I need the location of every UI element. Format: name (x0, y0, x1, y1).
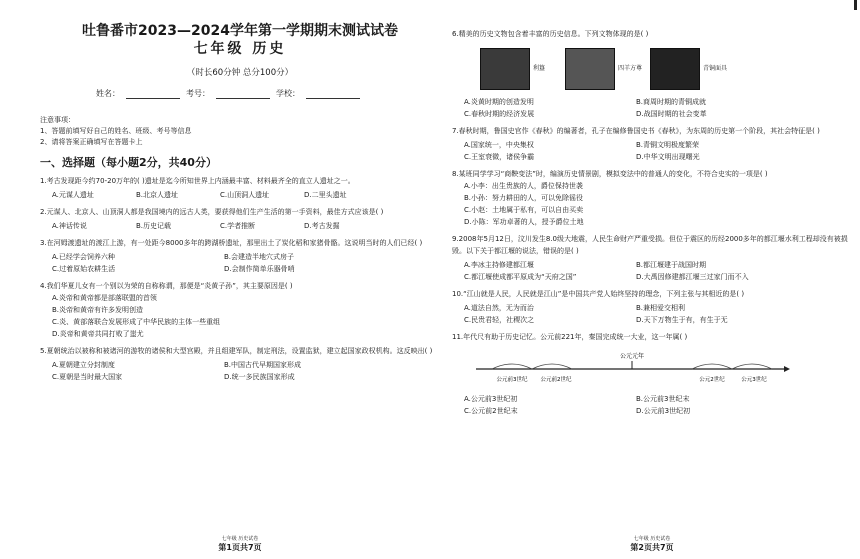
option: C.炎、黄部落联合发展形成了中华民族的主体一些重组 (52, 318, 221, 326)
bronze-vessel-icon (480, 48, 530, 90)
question-5: 5.夏朝统治以被称和被诸河的游牧的诸侯和大型宫殿，并且组建军队，制定刑法，设置监狱，建立起国家政权机构。这反映出( ) (40, 347, 433, 355)
footer-subject: 七年级 历史试卷 (633, 536, 671, 542)
option: D.统一多民族国家形成 (224, 373, 295, 381)
question-9: 9.2008年5月12日，汶川发生8.0级大地震，人民生命财产严重受损。但位于震区的历经2000多年的都江堰水利工程却没有被损毁。以下关于都江堰的说法，错误的是( ) (452, 235, 848, 255)
option: C.春秋时期的经济发展 (464, 110, 535, 118)
name-blank[interactable] (126, 89, 180, 99)
option: A.小李：出生贵族的人，爵位保持世袭 (464, 182, 583, 190)
timeline-label: 公元前3世纪 (496, 377, 528, 383)
option: A.李冰主持修建都江堰 (464, 261, 534, 269)
section-heading: 一、选择题（每小题2分，共40分） (40, 156, 217, 169)
question-4: 4.我们华夏儿女有一个别以为荣的自称称谓，那便是“炎黄子孙”，其主要原因是( ) (40, 282, 293, 290)
timeline-figure (472, 349, 852, 389)
option: D.二里头遗址 (304, 191, 347, 199)
artifact-caption: 青铜面具 (703, 65, 728, 72)
option: C.学者推断 (220, 222, 256, 230)
question-6: 6.精美的历史文物包含着丰富的历史信息。下列文物体现的是( ) (452, 30, 649, 38)
option: C.过着原始农耕生活 (52, 265, 116, 273)
option: D.考古发掘 (304, 222, 340, 230)
option: D.天下万物生于有，有生于无 (636, 316, 728, 324)
option: B.都江堰建于战国时期 (636, 261, 707, 269)
option: A.已经学会饲养六种 (52, 253, 115, 261)
option: A.公元前3世纪初 (464, 395, 518, 403)
option: B.会建造半地穴式房子 (224, 253, 295, 261)
option: D.大禹因修建都江堰三过家门而不入 (636, 273, 749, 281)
option: C.都江堰使成都平原成为“天府之国” (464, 273, 577, 281)
question-2-options (40, 220, 440, 232)
question-1: 1.考古发现距今约70-20万年的( )遗址是迄今所知世界上内涵最丰富、材料最齐全的直立人遗址之一。 (40, 177, 355, 185)
timeline-bracket (732, 364, 772, 369)
exam-subtitle: 七年级 历史 (193, 41, 287, 57)
artifact-li-gui (480, 48, 557, 90)
option: B.炎帝和黄帝有许多发明创造 (52, 306, 144, 314)
option: A.神话传说 (52, 222, 87, 230)
option: A.元谋人遗址 (52, 191, 94, 199)
question-10-options (452, 302, 852, 326)
question-2: 2.元谋人、北京人、山顶洞人都是我国境内的远古人类，要获得他们生产生活的第一手资料，最佳方式应该是( ) (40, 208, 384, 216)
option: B.青铜文明极度繁荣 (636, 141, 700, 149)
question-8: 8.某班同学学习“商鞅变法”时，编演历史情景剧，模拟变法中的普通人的变化，不符合史实的一项是( ) (452, 170, 768, 178)
question-1-options (40, 189, 440, 201)
exam-number-label: 考号： (186, 89, 210, 98)
option: A.道法自然，无为而治 (464, 304, 534, 312)
artifact-four-ram-zun (565, 48, 642, 90)
option: B.历史记载 (136, 222, 172, 230)
option: C.小赵：土地属于私有，可以自由买卖 (464, 206, 584, 214)
option: B.北京人遗址 (136, 191, 179, 199)
question-6-options (452, 96, 852, 120)
option: A.夏朝建立分封制度 (52, 361, 115, 369)
page-footer (40, 536, 440, 553)
option: A.国家统一，中央集权 (464, 141, 534, 149)
exam-page-1 (40, 8, 440, 553)
question-10: 10.“江山就是人民，人民就是江山”是中国共产党人始终坚持的理念，下列主张与其相近的是( ) (452, 290, 745, 298)
exam-title: 吐鲁番市2023—2024学年第一学期期末测试试卷 (82, 23, 398, 39)
timeline-bracket (492, 364, 532, 369)
question-11: 11.年代尺有助于历史记忆。公元前221年，秦国完成统一大业，这一年属( ) (452, 333, 688, 341)
option: B.中国古代早期国家形成 (224, 361, 302, 369)
option: C.公元前2世纪末 (464, 407, 518, 415)
option: B.商周时期的青铜成就 (636, 98, 707, 106)
school-blank[interactable] (306, 89, 360, 99)
option: A.炎黄时期的创造发明 (464, 98, 534, 106)
timeline-bracket (532, 364, 572, 369)
option: D.炎帝和黄帝共同打败了蚩尤 (52, 330, 144, 338)
question-7-options (452, 139, 852, 163)
question-5-options (40, 359, 440, 383)
question-9-options (452, 259, 852, 283)
bronze-mask-icon (650, 48, 700, 90)
timeline-label: 公元前2世纪 (540, 377, 572, 383)
name-label: 姓名： (96, 89, 120, 98)
timeline-svg (472, 349, 792, 385)
artifact-bronze-mask (650, 48, 727, 90)
question-7: 7.春秋时期，鲁国史官作《春秋》的编著者，孔子在编修鲁国史书《春秋》，为东周的历史第一个阶段，其社会特征是( ) (452, 127, 820, 135)
time-note: （时长60分钟 总分100分） (186, 68, 294, 78)
timeline-bracket (692, 364, 732, 369)
option: B.兼相爱交相利 (636, 304, 686, 312)
question-3-options (40, 251, 440, 275)
option: B.小孙：努力耕田的人，可以免除徭役 (464, 194, 584, 202)
artifact-caption: 四羊方尊 (618, 65, 643, 72)
question-3: 3.在河姆渡遗址的渡江上游，有一处距今8000多年的跨湖桥遗址，那里出土了炭化稻和家猪骨骼。这说明当时的人们已经( ) (40, 239, 423, 247)
timeline-label: 公元3世纪 (741, 377, 767, 383)
student-info-line (40, 88, 440, 99)
option: C.王室衰微，诸侯争霸 (464, 153, 535, 161)
page-number: 第1页共7页 (218, 543, 262, 552)
exam-page-2 (452, 8, 852, 553)
question-11-options (452, 393, 852, 417)
page-footer (452, 536, 852, 553)
option: D.小陈：军功卓著的人，授予爵位土地 (464, 218, 584, 226)
option: D.公元前3世纪初 (636, 407, 691, 415)
option: C.民贵君轻，社稷次之 (464, 316, 535, 324)
bronze-zun-icon (565, 48, 615, 90)
option: A.炎帝和黄帝都是部落联盟的首领 (52, 294, 157, 302)
option: D.战国时期的社会变革 (636, 110, 707, 118)
notes-block (40, 115, 440, 148)
option: D.中华文明出现曙光 (636, 153, 700, 161)
timeline-label: 公元2世纪 (699, 377, 725, 383)
notes-title: 注意事项： (40, 116, 75, 124)
page-number: 第2页共7页 (630, 543, 674, 552)
artifact-images (480, 48, 852, 90)
artifact-caption: 利簋 (533, 65, 546, 72)
exam-number-blank[interactable] (216, 89, 270, 99)
note-item: 1、答题前填写好自己的姓名、班级、考号等信息 (40, 127, 192, 135)
option: C.夏朝是当时最大国家 (52, 373, 123, 381)
timeline-top-label: 公元元年 (619, 353, 645, 360)
option: D.会制作简单乐器骨哨 (224, 265, 295, 273)
option: B.公元前3世纪末 (636, 395, 690, 403)
page-edge-marker (854, 0, 857, 10)
school-label: 学校： (276, 89, 300, 98)
arrow-right-icon (784, 366, 790, 372)
option: C.山顶洞人遗址 (220, 191, 270, 199)
note-item: 2、请将答案正确填写在答题卡上 (40, 138, 143, 146)
footer-subject: 七年级 历史试卷 (221, 536, 259, 542)
